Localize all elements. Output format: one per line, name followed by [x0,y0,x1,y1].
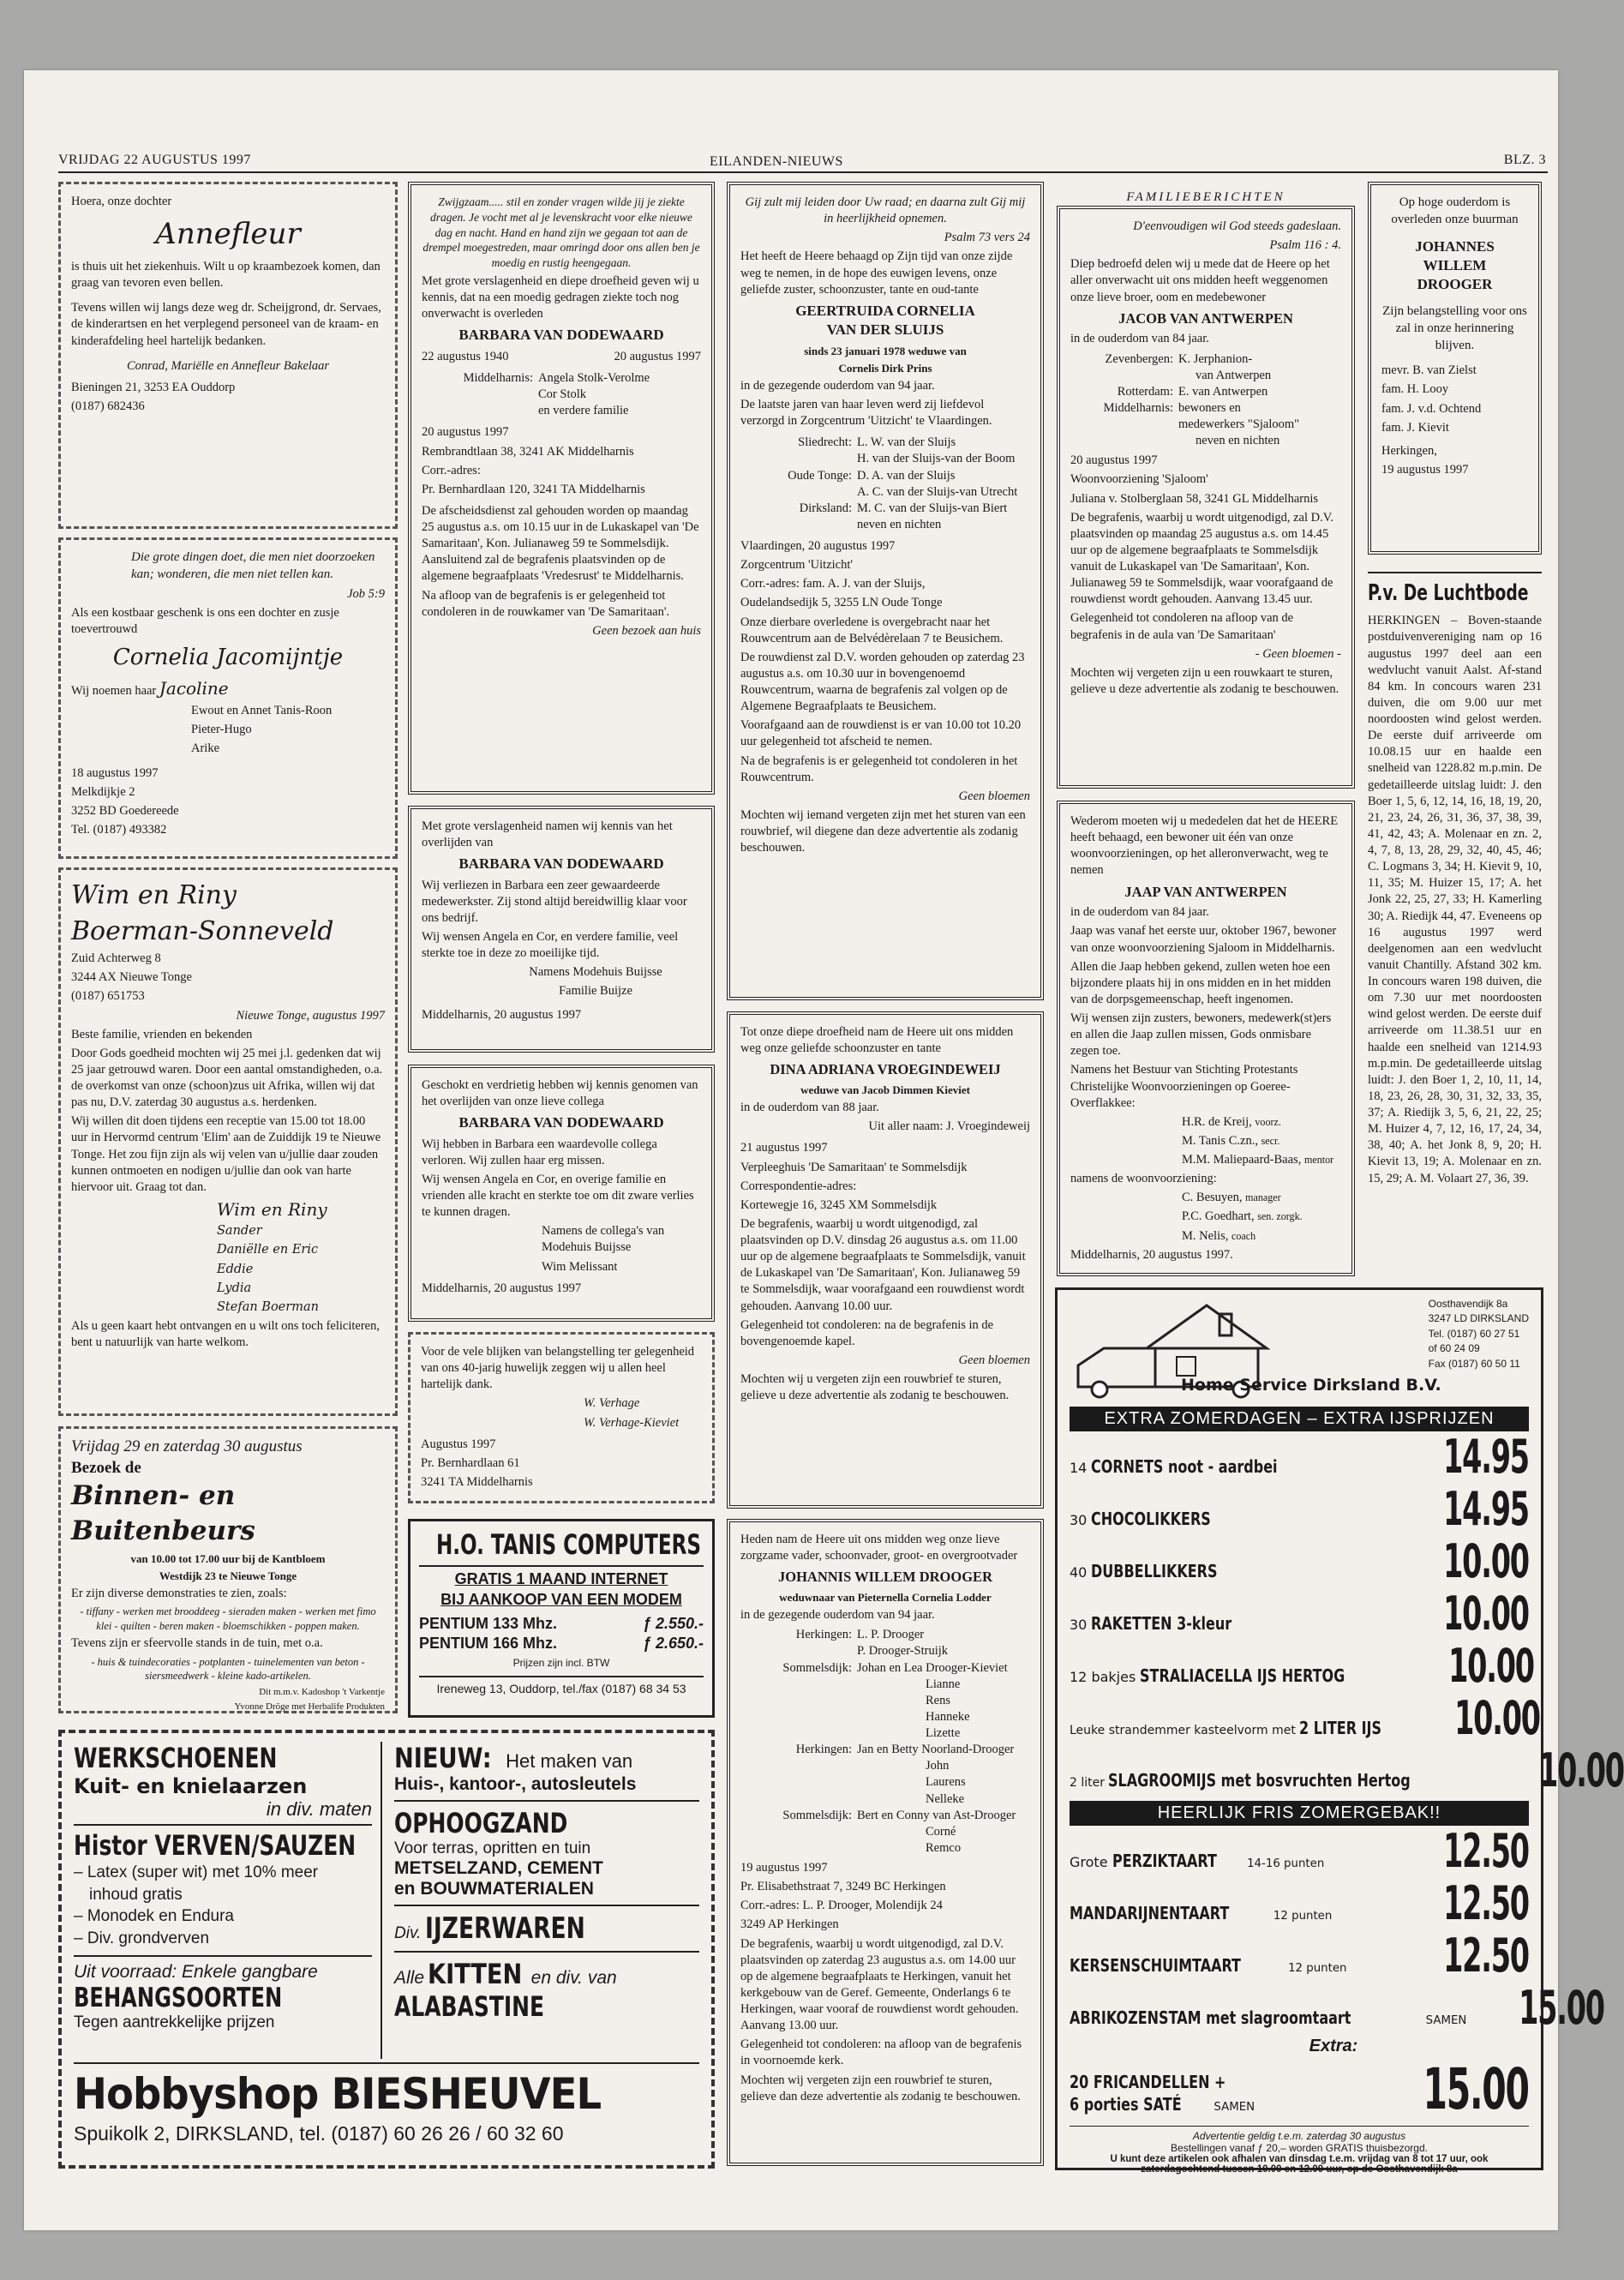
address: Pr. Elisabethstraat 7, 3249 BC Herkingen [740,1880,946,1894]
ad-text: Het maken van [506,1750,633,1772]
text: Voorafgaand aan de rouwdienst is er van 10.00 tot 10.20 uur gelegenheid tot afscheid te nemen. [740,718,1022,749]
text: Mochten wij vergeten zijn een rouwbrief te sturen, gelieve dan deze advertentie als zodanig te beschouwen. [740,2073,1021,2103]
price: 10.00 [1448,1639,1535,1693]
article-title: P.v. De Luchtbode [1368,580,1529,606]
family: Laurens [926,1775,966,1790]
price-row: Leuke strandemmer kasteelvorm met 2 LITER IJS 10.00 [1070,1691,1541,1745]
ad-heading: Histor VERVEN/SAUZEN [74,1829,357,1862]
family: P. Drooger-Struijk [857,1644,949,1659]
text: Geschokt en verdrietig hebben wij kennis genomen van het overlijden van onze lieve collega [422,1078,698,1109]
family: E. van Antwerpen [1178,384,1268,399]
address: Oosthavendijk 8a [1428,1298,1508,1310]
product-name: PERZIKTAART [1112,1851,1217,1871]
family: fam. H. Looy [1381,382,1449,397]
text: Tot onze diepe droefheid nam de Heere uit ons midden weg onze geliefde schoonzuster en tante [740,1025,1014,1056]
family: John [926,1759,950,1773]
ad-text: – Monodek en Endura [74,1907,234,1926]
date: 20 augustus 1997 [1070,453,1158,468]
text: in de ouderdom van 84 jaar. [1070,332,1209,346]
product-name: KERSENSCHUIMTAART [1070,1955,1241,1976]
deceased-name: JAAP VAN ANTWERPEN [1124,883,1287,900]
note: Prijzen zijn incl. BTW [512,1657,610,1670]
ad-text: inhoud gratis [89,1885,183,1904]
product-name: DUBBELLIKKERS [1091,1561,1218,1581]
product-name: 20 FRICANDELLEN + [1070,2072,1226,2092]
shop-address: Spuikolk 2, DIRKSLAND, tel. (0187) 60 26 26 / 60 32 60 [74,2122,564,2145]
sponsor: Dit m.m.v. Kadoshop 't Varkentje [259,1686,385,1697]
note: U kunt deze artikelen ook afhalen van dinsdag t.e.m. vrijdag van 8 tot 17 uur, ook zaterdagochtend tussen 10.00 en 12.00 uur, op de Oosthavendijk 8a [1110,2154,1489,2175]
deceased-name: DINA ADRIANA VROEGINDEWEIJ [770,1061,1001,1078]
text: Als u geen kaart hebt ontvangen en u wilt ons toch feliciteren, bent u natuurlijk van harte welkom. [71,1318,380,1350]
obituary-jacob: D'eenvoudigen wil God steeds gadeslaan. Psalm 116 : 4. Diep bedroefd delen wij u mede dat de Heere op het aller onverwacht uit ons midden heeft weggenomen onze lieve broer, oom en medebewoner JACOB VAN ANTWERPEN in de ouderdom van 84 jaar. Zevenbergen: K. Jerphanion- van Antwerpen Rotterdam: E. van Antwerpen Middelharnis: bewoners en medewerkers "Sjaloom" neven en nichten 20 augustus 1997 Woonvoorziening 'Sjaloom' Juliana v. Stolberglaan 58, 3241 GL Middelharnis De begrafenis, waarbij u wordt uitgenodigd, zal D.V. plaatsvinden op maandag 25 augustus a.s. om 14.45 uur op de algemene begraafplaats te Sommelsdijk vanuit de Lukaskapel van 'De Samaritaan', Kon. Julianaweg 59 te Sommelsdijk, waar voorafgaand de rouwdienst wordt gehouden. Aanvang 13.45 uur. Gelegenheid tot condoleren na afloop van de begrafenis in de aula van 'De Samaritaan' - Geen bloemen - Mochten wij vergeten zijn u een rouwkaart te sturen, gelieve u deze advertentie als zodanig te beschouwen. [1057,206,1355,789]
place-date: Nieuwe Tonge, augustus 1997 [236,1008,385,1023]
text: Onze dierbare overledene is overgebracht naar het Rouwcentrum aan de Belvédèrelaan 7 te Beusichem. [740,615,1004,645]
family: fam. J. Kievit [1381,420,1449,435]
price-row: KERSENSCHUIMTAART 12 punten 12.50 [1070,1929,1529,1983]
product-name: SLAGROOMIJS met bosvruchten Hertog [1108,1770,1411,1791]
text: - huis & tuindecoraties - potplanten - tuinelementen van beton - siersmeedwerk - kleine kado-artikelen. [91,1655,365,1683]
signature: Wim en Riny [217,1198,327,1220]
text: sinds 23 januari 1978 weduwe van [804,344,967,357]
price: 12.50 [1443,1876,1529,1930]
price-row: 14 CORNETS noot - aardbei 14.95 [1070,1430,1529,1484]
thanks-verhage [408,1332,715,1503]
ad-text: Voor terras, opritten en tuin [394,1839,591,1857]
address: Correspondentie-adres: [740,1179,857,1193]
condolence-colleagues [408,1065,715,1322]
text: in de gezegende ouderdom van 94 jaar. [740,378,935,393]
text: De begrafenis, waarbij u wordt uitgenodigd, zal D.V. plaatsvinden op zaterdag 23 augustus a.s. om 14.00 uur op de algemene begraafplaats te Herkingen, vanuit het kerkgebouw van de Geref. Gemeente, Onderlangs 6 te Herkingen, waar vooraf de rouwdienst wordt gehouden. Aanvang 13.00 uur. [740,1936,1019,2033]
birth-annefleur [58,182,398,529]
address: Oudelandsedijk 5, 3255 LN Oude Tonge [740,596,943,610]
ad-text: METSELZAND, CEMENT [394,1858,603,1878]
family: Corné [926,1824,956,1839]
text: Bezoek de [71,1459,141,1478]
text: Op hoge ouderdom is overleden onze buurman [1391,195,1519,226]
obituary-geertruida: Gij zult mij leiden door Uw raad; en daarna zult Gij mij in heerlijkheid opnemen. Psalm 73 vers 24 Het heeft de Heere behaagd op Zijn tijd van onze zijde weg te nemen, in de hope des euwigen levens, onze geliefde zuster, schoonzuster, tante en oud-tante GEERTRUIDA CORNELIA VAN DER SLUIJS sinds 23 januari 1978 weduwe van Cornelis Dirk Prins in de gezegende ouderdom van 94 jaar. De laatste jaren van haar leven werd zij liefdevol verzorgd in Zorgcentrum 'Uitzicht' te Vlaardingen. Sliedrecht: L. W. van der Sluijs H. van der Sluijs-van der Boom Oude Tonge: D. A. van der Sluijs A. C. van der Sluijs-van Utrecht Dirksland: M. C. van der Sluijs-van Biert neven en nichten Vlaardingen, 20 augustus 1997 Zorgcentrum 'Uitzicht' Corr.-adres: fam. A. J. van der Sluijs, Oudelandsedijk 5, 3255 LN Oude Tonge Onze dierbare overledene is overgebracht naar het Rouwcentrum aan de Belvédèrelaan 7 te Beusichem. De rouwdienst zal D.V. worden gehouden op zaterdag 23 augustus a.s. om 10.30 uur in bovengenoemd Rouwcentrum, waarna de begrafenis zal volgen op de Algemene Begraafplaats te Beusichem. Voorafgaand aan de rouwdienst is er van 10.00 tot 10.20 uur gelegenheid tot afscheid te nemen. Na de begrafenis is er gelegenheid tot condoleren in het Rouwcentrum. Geen bloemen Mochten wij iemand vergeten zijn met het sturen van een rouwbrief, wil diegene dan deze advertentie als zodanig beschouwen. [727,182,1044,1000]
price: 10.00 [1538,1743,1624,1797]
ad-text: in div. maten [266,1798,372,1820]
deceased-name: JOHANNES [1415,237,1495,255]
sibling: Arike [191,741,220,755]
family: A. C. van der Sluijs-van Utrecht [857,484,1018,499]
fax: Fax (0187) 60 50 11 [1428,1357,1520,1370]
section-title: FAMILIEBERICHTEN [1126,190,1285,204]
newspaper-page [24,70,1624,2230]
text: Wij wensen Angela en Cor, en overige familie en vrienden alle kracht en sterkte toe om dit zware verlies te kunnen dragen. [422,1172,694,1220]
text: Door Gods goedheid mochten wij 25 mei j.l. gedenken dat wij 25 jaar getrouwd waren. Door een aantal omstandigheden, o.a. de overkomst van onze (schoon)zus uit Afrika, willen wij dat pas nu, D.V. zaterdag 30 augustus a.s. herdenken. [71,1046,383,1110]
text: Gelegenheid tot condoleren na afloop van de begrafenis in de aula van 'De Samaritaan' [1070,611,1294,642]
event-place: Westdijk 23 te Nieuwe Tonge [159,1569,297,1583]
quote: Gij zult mij leiden door Uw raad; en daarna zult Gij mij in heerlijkheid opnemen. [745,195,1026,226]
price-row: 30 RAKETTEN 3-kleur 10.00 [1070,1587,1529,1641]
anniversary-wim-riny [58,867,398,1416]
phone: (0187) 682436 [71,399,145,413]
date: 19 augustus 1997 [740,1861,828,1875]
text: Wij wensen zijn zusters, bewoners, medewerk(st)ers en allen die Jaap zullen missen, Gods onmisbare zegen toe. [1070,1011,1332,1059]
note: Bestellingen vanaf ƒ 20,– worden GRATIS thuisbezorgd. [1171,2142,1428,2154]
signature: Daniëlle en Eric [217,1243,319,1257]
text: Als een kostbaar geschenk is ons een dochter en zusje toevertrouwd [71,605,339,636]
note: Geen bloemen [958,789,1030,803]
text: Jaap was vanaf het eerste uur, oktober 1967, bewoner van onze woonvoorziening Sjaloom in Middelharnis. [1070,924,1337,955]
event-date: Vrijdag 29 en zaterdag 30 augustus [71,1437,303,1455]
family: Lizette [926,1726,961,1741]
date: Herkingen, [1381,443,1437,458]
family: neven en nichten [857,517,942,531]
text: Het heeft de Heere behaagd op Zijn tijd van onze zijde weg te nemen, in de hope des euwigen levens, onze geliefde zuster, schoonzuster, tante en oud-tante [740,249,1013,297]
birth-cornelia: Die grote dingen doet, die men niet doorzoeken kan; wonderen, die men niet tellen kan. Job 5:9 Als een kostbaar geschenk is ons een dochter en zusje toevertrouwd Cornelia Jacomijntje Wij noemen haar Jacoline Ewout en Annet Tanis-Roon Pieter-Hugo Arike 18 augustus 1997 Melkdijkje 2 3252 BD Goedereede Tel. (0187) 493382 [58,537,398,859]
product: PENTIUM 133 Mhz. [419,1614,558,1632]
address: Corr.-adres: fam. A. J. van der Sluijs, [740,577,926,591]
family: neven en nichten [1196,434,1280,448]
phone: of 60 24 09 [1428,1342,1480,1355]
date: Vlaardingen, 20 augustus 1997 [740,539,896,554]
banner: HEERLIJK FRIS ZOMERGEBAK!! [1070,1801,1529,1826]
family: K. Jerphanion- [1178,351,1253,366]
text: in de ouderdom van 84 jaar. [1070,905,1209,920]
quote-ref: Psalm 73 vers 24 [944,231,1030,245]
address: Ireneweg 13, Ouddorp, tel./fax (0187) 68 34 53 [436,1682,686,1696]
text: Na de begrafenis is er gelegenheid tot condoleren in het Rouwcentrum. [740,753,1018,784]
signature: Namens Modehuis Buijsse [529,965,662,980]
family: medewerkers "Sjaloom" [1178,417,1300,432]
ad-text: Alle [394,1968,425,1988]
signature: Familie Buijze [559,984,632,999]
price: 14.95 [1443,1482,1529,1536]
ad-text: en div. van [530,1968,617,1988]
family: L. P. Drooger [857,1628,925,1642]
date: 21 augustus 1997 [740,1141,828,1155]
price: 10.00 [1443,1534,1529,1588]
promo: BIJ AANKOOP VAN EEN MODEM [440,1590,682,1608]
baby-name: Annefleur [155,217,301,252]
text: Wederom moeten wij u mededelen dat het de HEERE heeft behaagd, een bewoner uit één van onze woonvoorzieningen, op het alleronverwacht, weg te nemen [1070,814,1339,878]
signature: Lydia [217,1281,252,1295]
text: Er zijn diverse demonstraties te zien, zoals: [71,1587,287,1601]
signature: Sander [217,1224,262,1239]
address: 3252 BD Goedereede [71,804,179,819]
text: De begrafenis, waarbij u wordt uitgenodigd, zal plaatsvinden op D.V. dinsdag 26 augustus a.s. om 11.00 uur op de algemene begraafplaats te Sommelsdijk, vanuit de Lukaskapel van 'De Samaritaan', Kon. Julianaweg 59 te Sommelsdijk, waar voorafgaand een rouwdienst wordt gehouden. Aanvang 10.00 uur. [740,1216,1026,1313]
ad-text: Huis-, kantoor-, autosleutels [394,1774,637,1794]
ad-heading: Kuit- en knielaarzen [74,1774,308,1798]
signature: C. Besuyen, [1182,1191,1243,1205]
extra-label: Extra: [1309,2037,1358,2055]
signature: W. Verhage-Kieviet [584,1415,680,1430]
parents: Ewout en Annet Tanis-Roon [191,703,333,717]
price: ƒ 2.550.- [642,1614,704,1632]
deceased-name: WILLEM [1423,257,1487,274]
deceased-name: JOHANNIS WILLEM DROOGER [778,1569,992,1586]
phone: (0187) 651753 [71,989,145,1004]
birth-date: 22 augustus 1940 [422,349,509,363]
deceased-name: BARBARA VAN DODEWAARD [458,1114,664,1131]
product-name: CHOCOLIKKERS [1091,1509,1212,1529]
place: Middelharnis: [463,371,533,385]
phone: Tel. (0187) 493382 [71,823,167,837]
address: 3249 AP Herkingen [740,1917,839,1932]
signature: H.R. de Kreij, [1182,1114,1252,1129]
obituary-dina [727,1011,1044,1509]
family: Jan en Betty Noorland-Drooger [857,1743,1015,1757]
ad-text: Tegen aantrekkelijke prijzen [74,2013,275,2031]
text: Diep bedroefd delen wij u mede dat de Heere op het aller onverwacht uit ons midden heeft weggenomen onze lieve broer, oom en medebewoner [1070,257,1330,304]
obituary-johannis: Heden nam de Heere uit ons midden weg onze lieve zorgzame vader, schoonvader, groot- en overgrootvader JOHANNIS WILLEM DROOGER weduwnaar van Pieternella Cornelia Lodder in de gezegende ouderdom van 94 jaar. Herkingen: L. P. Drooger P. Drooger-Struijk Sommelsdijk: Johan en Lea Drooger-Kieviet Lianne Rens Hanneke Lizette Herkingen: Jan en Betty Noorland-Drooger John Laurens Nelleke Sommelsdijk: Bert en Conny van Ast-Drooger Corné Remco 19 augustus 1997 Pr. Elisabethstraat 7, 3249 BC Herkingen Corr.-adres: L. P. Drooger, Molendijk 24 3249 AP Herkingen De begrafenis, waarbij u wordt uitgenodigd, zal D.V. plaatsvinden op zaterdag 23 augustus a.s. om 14.00 uur op de algemene begraafplaats te Herkingen, vanuit het kerkgebouw van de Geref. Gemeente, Onderlangs 6 te Herkingen, waar vooraf de rouwdienst wordt gehouden. Aanvang 13.00 uur. Gelegenheid tot condoleren: na afloop van de begrafenis in voornoemde kerk. Mochten wij vergeten zijn een rouwbrief te sturen, gelieve dan deze advertentie als zodanig te beschouwen. [727,1519,1044,2166]
family: Bert en Conny van Ast-Drooger [857,1808,1016,1822]
address: 3244 AX Nieuwe Tonge [71,970,192,985]
couple-surname: Boerman-Sonneveld [71,915,334,946]
deceased-name: DROOGER [1417,276,1493,293]
product-name: ABRIKOZENSTAM met slagroomtaart [1070,2007,1351,2028]
address: Corr.-adres: L. P. Drooger, Molendijk 24 [740,1899,943,1913]
header-date: VRIJDAG 22 AUGUSTUS 1997 [58,153,251,167]
greeting: Beste familie, vrienden en bekenden [71,1027,253,1041]
family: Nelleke [926,1791,965,1806]
address: Bieningen 21, 3253 EA Ouddorp [71,380,236,394]
ad-hobbyshop-biesheuvel [58,1730,715,2169]
event-time: van 10.00 tot 17.00 uur bij de Kantbloem [130,1551,326,1565]
signature: Namens de collega's van Modehuis Buijsse [542,1224,665,1255]
text: Zijn belangstelling voor ons zal in onze herinnering blijven. [1382,303,1527,352]
text: Wij willen dit doen tijdens een receptie van 15.00 tot 18.00 uur in Hervormd centrum 'Elim' aan de Zuiddijk 19 te Nieuwe Tonge. Het zou fijn zijn als wij velen van u/jullie daar zouden kunnen ontmoeten en nodigen u/jullie dan ook van harte hiervoor uit. Graag tot dan. [71,1114,381,1194]
address: Zorgcentrum 'Uitzicht' [740,558,853,573]
ad-tanis-computers [408,1519,715,1718]
address: Pr. Bernhardlaan 120, 3241 TA Middelharnis [422,482,645,496]
text: in de ouderdom van 88 jaar. [740,1101,879,1115]
address: 3247 LD DIRKSLAND [1428,1312,1529,1325]
ad-text: en BOUWMATERIALEN [394,1879,594,1899]
text: Heden nam de Heere uit ons midden weg onze lieve zorgzame vader, schoonvader, groot- en overgrootvader [740,1533,1018,1563]
product-name: CORNETS noot - aardbei [1091,1456,1278,1477]
address: Woonvoorziening 'Sjaloom' [1070,472,1208,487]
family: en verdere familie [538,404,629,418]
ad-heading: NIEUW: [394,1742,492,1774]
text: Mochten wij iemand vergeten zijn met het sturen van een rouwbrief, wil diegene dan deze advertentie als zodanig beschouwen. [740,807,1026,855]
product-name: 2 LITER IJS [1299,1718,1382,1738]
text: De begrafenis, waarbij u wordt uitgenodigd, zal D.V. plaatsvinden op maandag 25 augustus a.s. om 14.45 uur op de algemene begraafplaats te Sommelsdijk vanuit de Lukaskapel van 'De Samaritaan', Kon. Julianaweg 59 te Sommelsdijk, waar voorafgaand de rouwdienst wordt gehouden. Aanvang 13.45 uur. [1070,510,1333,607]
family: Johan en Lea Drooger-Kieviet [857,1660,1008,1675]
date: 19 augustus 1997 [1381,462,1469,477]
price-row: 12 bakjes STRALIACELLA IJS HERTOG 10.00 [1070,1639,1535,1693]
ad-text: – Latex (super wit) met 10% meer [74,1863,319,1881]
price: 15.00 [1423,2056,1529,2122]
obituary-barbara [408,182,715,795]
condolence-jaap: Wederom moeten wij u mededelen dat het de HEERE heeft behaagd, een bewoner uit één van onze woonvoorzieningen, op het alleronverwacht, weg te nemen JAAP VAN ANTWERPEN in de ouderdom van 84 jaar. Jaap was vanaf het eerste uur, oktober 1967, bewoner van onze woonvoorziening Sjaloom in Middelharnis. Allen die Jaap hebben gekend, zullen weten hoe een bijzondere plaats hij in ons midden en in het midden van de dorpsgemeenschap, heeft ingenomen. Wij wensen zijn zusters, bewoners, medewerk(st)ers en allen die Jaap zullen missen, Gods onmisbare zegen toe. Namens het Bestuur van Stichting Protestants Christelijke Woonvoorzieningen op Goeree-Overflakkee: H.R. de Kreij, voorz. M. Tanis C.zn., secr. M.M. Maliepaard-Baas, mentor namens de woonvoorziening: C. Besuyen, manager P.C. Goedhart, sen. zorgk. M. Nelis, coach Middelharnis, 20 augustus 1997. [1057,801,1355,1276]
family: van Antwerpen [1196,368,1272,382]
price: 12.50 [1443,1929,1529,1983]
text: De afscheidsdienst zal gehouden worden op maandag 25 augustus a.s. om 10.15 uur in de Lukaskapel van 'De Samaritaan', Kon. Julianaweg 59 te Sommelsdijk. Aansluitend zal de begrafenis plaatsvinden op de algemene begraafplaats 'Vredesrust' te Middelharnis. [422,503,699,584]
signature: Conrad, Mariëlle en Annefleur Bakelaar [126,358,330,373]
ad-heading: OPHOOGZAND [394,1807,568,1839]
article-luchtbode [1368,572,1542,1190]
text: Wij hebben in Barbara een waardevolle collega verloren. Wij zullen haar erg missen. [422,1137,657,1167]
text: - tiffany - werken met brooddeeg - sieraden maken - werken met fimo klei - quilten - beren maken - bloemschikken - poppen maken. [80,1605,376,1632]
address: Melkdijkje 2 [71,785,135,800]
signature: Stefan Boerman [217,1299,319,1314]
signature: Wim Melissant [542,1259,618,1274]
signature: Uit aller naam: J. Vroegindeweij [868,1119,1030,1134]
text: Wij wensen Angela en Cor, en verdere familie, veel sterkte toe in deze zo moeilijke tijd. [422,930,679,961]
text: Wij verliezen in Barbara een zeer gewaardeerde medewerkster. Zij stond altijd bereidwillig klaar voor ons bedrijf. [422,878,687,925]
family: Cor Stolk [538,387,586,402]
signature: M. Tanis C.zn., [1182,1133,1258,1148]
signature: M.M. Maliepaard-Baas, [1182,1153,1302,1167]
couple-names: Wim en Riny [71,880,237,910]
sibling: Pieter-Hugo [191,722,252,736]
deceased-name: VAN DER SLUIJS [826,321,944,339]
family: fam. J. v.d. Ochtend [1381,401,1482,416]
ad-title: H.O. TANIS COMPUTERS [436,1528,701,1561]
price: 10.00 [1443,1587,1529,1641]
text: Gelegenheid tot condoleren: na afloop van de begrafenis in voornoemde kerk. [740,2037,1022,2068]
deceased-name: BARBARA VAN DODEWAARD [458,327,664,344]
quote: Zwijgzaam..... stil en zonder vragen wilde jij je ziekte dragen. Je vocht met al je levenskracht voor elke nieuwe dag en nacht. Hand en hand zijn we gegaan tot aan de drempel moegestreden, maar omringd door ons allen ben je moedig en rustig heengegaan. [422,195,700,270]
address: Kortewegje 16, 3245 XM Sommelsdijk [740,1197,938,1212]
quote-ref: Psalm 116 : 4. [1269,238,1341,253]
deceased-name: JACOB VAN ANTWERPEN [1118,309,1293,327]
price-row: 40 DUBBELLIKKERS 10.00 [1070,1534,1529,1588]
price-row: 30 CHOCOLIKKERS 14.95 [1070,1482,1529,1536]
signature: M. Nelis, [1182,1228,1229,1243]
text: weduwe van Jacob Dimmen Kieviet [800,1083,970,1097]
address: Rembrandtlaan 38, 3241 AK Middelharnis [422,444,634,459]
family: M. C. van der Sluijs-van Biert [857,501,1008,515]
family: H. van der Sluijs-van der Boom [857,452,1016,466]
ad-text: Uit voorraad: Enkele gangbare [74,1961,318,1982]
text: Met grote verslagenheid en diepe droefheid geven wij u kennis, dat na een moedig gedragen ziekte toch nog onverwacht is overleden [422,274,699,321]
text: Mochten wij u vergeten zijn een rouwbrief te sturen, gelieve u deze advertentie als zodanig te beschouwen. [740,1372,1010,1403]
ad-text: Div. [394,1924,422,1942]
signature: P.C. Goedhart, [1182,1209,1255,1224]
date: 20 augustus 1997 [422,425,509,440]
deceased-name: BARBARA VAN DODEWAARD [458,855,664,873]
condolence-modehuis [408,806,715,1053]
product: PENTIUM 166 Mhz. [419,1635,558,1653]
price: 15.00 [1519,1981,1605,2035]
header-rule [58,171,1548,173]
text: De laatste jaren van haar leven werd zij liefdevol verzorgd in Zorgcentrum 'Uitzicht' te Vlaardingen. [740,398,992,429]
promo: GRATIS 1 MAAND INTERNET [454,1570,668,1588]
address: 3241 TA Middelharnis [421,1474,533,1489]
text: Tevens willen wij langs deze weg dr. Scheijgrond, dr. Servaes, de kinderartsen en het verplegend personeel van de kraam- en kinderafdeling heel hartelijk bedanken. [71,301,381,348]
quote: Die grote dingen doet, die men niet doorzoeken kan; wonderen, die men niet tellen kan. [131,550,375,581]
price: 10.00 [1454,1691,1541,1745]
family: mevr. B. van Zielst [1381,363,1477,378]
phone: Tel. (0187) 60 27 51 [1428,1327,1520,1340]
quote-ref: Job 5:9 [347,586,385,601]
banner: EXTRA ZOMERDAGEN – EXTRA IJSPRIJZEN [1070,1407,1529,1431]
ad-heading: IJZERWAREN [424,1911,585,1946]
shop-name: Hobbyshop BIESHEUVEL [74,2069,602,2119]
ad-heading: WERKSCHOENEN [74,1742,278,1774]
price-row: Grote PERZIKTAART 14-16 punten 12.50 [1070,1824,1529,1878]
note: - Geen bloemen - [1255,646,1341,661]
family: Hanneke [926,1709,970,1724]
obituary-drooger-neighbours [1368,182,1542,555]
text: Mochten wij vergeten zijn u een rouwkaart te sturen, gelieve u deze advertentie als zodanig te beschouwen. [1070,665,1339,696]
product-name: RAKETTEN 3-kleur [1091,1613,1232,1634]
date: Middelharnis, 20 augustus 1997 [422,1007,582,1022]
ad-heading: ALABASTINE [394,1990,545,2023]
baby-name: Cornelia Jacomijntje [112,644,344,670]
death-date: 20 augustus 1997 [614,349,701,363]
deceased-name: GEERTRUIDA CORNELIA [795,302,975,319]
family: Rens [926,1693,950,1707]
family: D. A. van der Sluijs [857,468,956,483]
event-title: Binnen- en Buitenbeurs [71,1480,255,1547]
family: L. W. van der Sluijs [857,435,956,450]
address: Zuid Achterweg 8 [71,951,161,966]
price: 14.95 [1443,1430,1529,1484]
family: Angela Stolk-Verolme [538,371,650,385]
text: Hoera, onze dochter [71,195,172,208]
call-name: Jacoline [159,678,229,699]
text: Namens het Bestuur van Stichting Protestants Christelijke Woonvoorzieningen op Goeree-Overflakkee: [1070,1063,1298,1110]
ad-heading: KITTEN [428,1958,523,1990]
family: Remco [926,1840,962,1855]
ad-home-service: Home Service Dirksland B.V. Oosthavendijk 8a 3247 LD DIRKSLAND Tel. (0187) 60 27 51 of 60 24 09 Fax (0187) 60 50 11 EXTRA ZOMERDAGEN – EXTRA IJSPRIJZEN 14 CORNETS noot - aardbei 14.95 30 CHOCOLIKKERS 14.95 40 DUBBELLIKKERS 10.00 30 RAKETTEN 3-kleur 10.00 12 bakjes STRALIACELLA IJS HERTOG 10.00 Leuke strandemmer kasteelvorm met 2 LITER IJS 10.00 2 liter SLAGROOMIJS met bosvruchten Hertog 10.00 HEERLIJK FRIS ZOMERGEBAK!! Grote PERZIKTAART 14-16 punten 12.50 MANDARIJNENTAART 12 punten 12.50 KERSENSCHUIMTAART 12 punten 12.50 ABRIKOZENSTAM met slagroomtaart SAMEN 15.00 Extra: 20 FRICANDELLEN + 6 porties SATÉ SAMEN 15.00 Advertentie geldig t.e.m. zaterdag 30 augustus Bestellingen vanaf ƒ 20,– worden GRATIS thuisbezorgd. U kunt deze artikelen ook afhalen van dinsdag t.e.m. vrijdag van 8 tot 17 uur, ook zaterdagochtend tussen 10.00 en 12.00 uur, op de Oosthavendijk 8a [1055,1287,1543,2170]
text: Na afloop van de begrafenis is er gelegenheid tot condoleren in de rouwkamer van 'De Samaritaan'. [422,588,670,619]
sponsor: Yvonne Dröge met Herbalife Produkten [234,1701,385,1713]
date: 18 augustus 1997 [71,766,159,781]
ad-binnen-buitenbeurs [58,1426,398,1713]
price-row: ABRIKOZENSTAM met slagroomtaart SAMEN 15.00 [1070,1981,1605,2035]
family: bewoners en [1178,400,1241,415]
price-row: MANDARIJNENTAART 12 punten 12.50 [1070,1876,1529,1930]
signature: Eddie [217,1262,254,1276]
text: Met grote verslagenheid namen wij kennis van het overlijden van [422,819,673,850]
product-name: 6 porties SATÉ [1070,2094,1182,2115]
ad-heading: BEHANGSOORTEN [74,1982,283,2013]
note: Geen bloemen [958,1353,1030,1367]
family: Lianne [926,1677,961,1691]
price: ƒ 2.650.- [642,1635,704,1653]
text: in de gezegende ouderdom van 94 jaar. [740,1608,935,1623]
text: namens de woonvoorziening: [1070,1172,1217,1186]
address: Pr. Bernhardlaan 61 [421,1455,520,1470]
text: weduwnaar van Pieternella Cornelia Lodder [779,1591,992,1605]
price: 12.50 [1443,1824,1529,1878]
text: is thuis uit het ziekenhuis. Wilt u op kraambezoek komen, dan graag van tevoren even bellen. [71,260,381,291]
date: Augustus 1997 [421,1437,496,1451]
note: Geen bezoek aan huis [592,623,701,638]
price-row: 2 liter SLAGROOMIJS met bosvruchten Hertog 10.00 [1070,1743,1624,1797]
address: Verpleeghuis 'De Samaritaan' te Sommelsdijk [740,1160,968,1174]
header-page: BLZ. 3 [1503,153,1546,167]
address: Juliana v. Stolberglaan 58, 3241 GL Middelharnis [1070,491,1319,506]
spouse-name: Cornelis Dirk Prins [838,361,932,375]
ad-text: – Div. grondverven [74,1929,210,1947]
product-name: STRALIACELLA IJS HERTOG [1140,1665,1345,1686]
text: De rouwdienst zal D.V. worden gehouden op zaterdag 23 augustus a.s. om 10.30 uur in bovengenoemd Rouwcentrum, waarna de begrafenis zal volgen op de Algemene Begraafplaats te Beusichem. [740,650,1025,714]
quote: D'eenvoudigen wil God steeds gadeslaan. [1133,219,1341,233]
note: Advertentie geldig t.e.m. zaterdag 30 augustus [1192,2130,1406,2142]
signature: W. Verhage [584,1396,640,1411]
text: Voor de vele blijken van belangstelling ter gelegenheid van ons 40-jarig huwelijk zeggen wij u allen heel hartelijk dank. [421,1345,695,1392]
product-name: MANDARIJNENTAART [1070,1903,1230,1923]
date: Middelharnis, 20 augustus 1997. [1070,1247,1233,1262]
date: Middelharnis, 20 augustus 1997 [422,1281,582,1295]
text: Gelegenheid tot condoleren: na de begrafenis in de bovengenoemde kapel. [740,1317,994,1348]
header-title: EILANDEN-NIEUWS [710,154,843,169]
text: Tevens zijn er sfeervolle stands in de tuin, met o.a. [71,1636,323,1651]
brand-name: Home Service Dirksland B.V. [1181,1376,1441,1395]
address: Corr.-adres: [422,463,481,477]
article-body: HERKINGEN – Boven-staande postduivenvereniging nam op 16 augustus 1997 deel aan een wedvlucht vanuit Aalst. Af-stand 84 km. In concours waren 231 duiven, die om 9.00 uur met noordoosten wind gelost werden. De eerste duif arriveerde om 10.08.15 uur en haalde een snelheid van 1228.82 m.p.min. De gedetailleerde uitslag luidt: J. den Boer 1, 5, 6, 12, 14, 16, 18, 19, 20, 21, 23, 24, 26, 31, 36, 37, 38, 39, 41, 42, 43; A. Molenaar en zn. 2, 4, 7, 8, 13, 28, 29, 32, 40, 45, 46; C. Logmans 3, 34; H. Kievit 9, 10, 11, 35; M. Huizer 15, 17; A. het Jonk 22, 25, 27, 33; H. Kamerling 30; A. Riedijk 44, 47. Eveneens op 16 augustus 1997 werd deelgenomen aan een wedvlucht vanuit Chantilly. Afstand 302 km. In concours waren 198 duiven, die om 7.30 uur met noordoosten wind gelost werden. De eerste duif arriveerde om 11.38.51 uur en haalde een snelheid van 1214.93 m.p.min. De gedetailleerde uitslag luidt: J. den Boer 1, 2, 10, 11, 14, 18, 23, 26, 28, 30, 31, 32, 33, 35, 37; A. Riedijk 3, 5, 6, 21, 22, 25; M. Huizer 4, 7, 12, 16, 17, 24, 34, 38, 40; A. het Jonk 8, 9, 20; H. Kievit 13, 19; A. Molenaar en zn. 15, 29; A. M. Volaart 27, 36, 39. [1368,614,1542,1185]
text: Allen die Jaap hebben gekend, zullen weten hoe een bijzondere plaats hij in ons midden en in het midden van de dorpsgemeenschap, heeft ingenomen. [1070,959,1332,1006]
